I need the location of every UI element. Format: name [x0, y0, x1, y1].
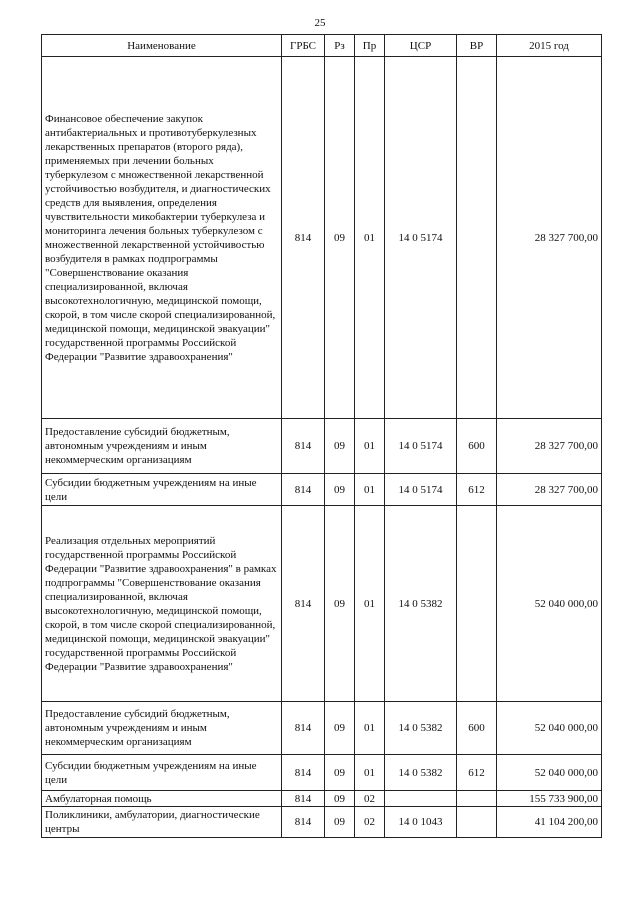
row-amount: 28 327 700,00 — [497, 57, 602, 419]
page-number: 25 — [314, 17, 326, 29]
row-rz: 09 — [325, 506, 355, 702]
column-header-csr: ЦСР — [385, 35, 457, 57]
row-grbs: 814 — [282, 791, 325, 807]
row-rz: 09 — [325, 791, 355, 807]
row-vr — [457, 506, 497, 702]
row-amount: 52 040 000,00 — [497, 702, 602, 755]
column-header-year: 2015 год — [497, 35, 602, 57]
header-row — [42, 35, 602, 57]
row-pr: 01 — [355, 702, 385, 755]
row-rz: 09 — [325, 702, 355, 755]
row-csr: 14 0 5382 — [385, 755, 457, 791]
budget-table — [41, 34, 602, 838]
row-name: Предоставление субсидий бюджетным, автономным учреждениям и иным некоммерческим организациям — [42, 419, 282, 474]
row-pr: 01 — [355, 474, 385, 506]
column-header-grbs: ГРБС — [282, 35, 325, 57]
table-row — [42, 57, 602, 419]
row-grbs: 814 — [282, 474, 325, 506]
row-amount: 52 040 000,00 — [497, 755, 602, 791]
row-amount: 155 733 900,00 — [497, 791, 602, 807]
row-csr: 14 0 1043 — [385, 807, 457, 838]
row-pr: 02 — [355, 807, 385, 838]
row-pr: 01 — [355, 57, 385, 419]
row-vr: 612 — [457, 474, 497, 506]
row-rz: 09 — [325, 755, 355, 791]
row-name: Финансовое обеспечение закупок антибактериальных и противотуберкулезных лекарственных препаратов (второго ряда), применяемых при лечении больных туберкулезом с множественной лекарственной устойчивостью возбудителя, и диагностических средств для выявления, определения чувствительности микобактерии туберкулеза и мониторинга лечения больных туберкулезом с множественной лекарственной устойчивостью возбудителя в рамках подпрограммы "Совершенствование оказания специализированной, включая высокотехнологичную, медицинской помощи, скорой, в том числе скорой специализированной, медицинской помощи, медицинской эвакуации" государственной программы Российской Федерации "Развитие здравоохранения" — [42, 57, 282, 419]
row-csr — [385, 791, 457, 807]
row-amount: 41 104 200,00 — [497, 807, 602, 838]
row-pr: 01 — [355, 506, 385, 702]
row-vr: 612 — [457, 755, 497, 791]
table-row — [42, 506, 602, 702]
row-pr: 02 — [355, 791, 385, 807]
row-vr — [457, 807, 497, 838]
row-grbs: 814 — [282, 702, 325, 755]
row-rz: 09 — [325, 474, 355, 506]
table-row — [42, 755, 602, 791]
row-amount: 52 040 000,00 — [497, 506, 602, 702]
row-name: Предоставление субсидий бюджетным, автономным учреждениям и иным некоммерческим организациям — [42, 702, 282, 755]
table-row — [42, 791, 602, 807]
row-csr: 14 0 5174 — [385, 474, 457, 506]
table-row — [42, 419, 602, 474]
row-csr: 14 0 5174 — [385, 419, 457, 474]
row-name: Поликлиники, амбулатории, диагностические центры — [42, 807, 282, 838]
row-amount: 28 327 700,00 — [497, 419, 602, 474]
row-vr: 600 — [457, 702, 497, 755]
column-header-vr: ВР — [457, 35, 497, 57]
row-vr: 600 — [457, 419, 497, 474]
row-grbs: 814 — [282, 755, 325, 791]
row-grbs: 814 — [282, 57, 325, 419]
row-pr: 01 — [355, 755, 385, 791]
row-grbs: 814 — [282, 419, 325, 474]
row-csr: 14 0 5382 — [385, 702, 457, 755]
row-name: Реализация отдельных мероприятий государственной программы Российской Федерации "Развитие здравоохранения" в рамках подпрограммы "Совершенствование оказания специализированной, включая высокотехнологичную, медицинской помощи, скорой, в том числе скорой специализированной, медицинской помощи, медицинской эвакуации" государственной программы Российской Федерации "Развитие здравоохранения" — [42, 506, 282, 702]
row-csr: 14 0 5382 — [385, 506, 457, 702]
row-name: Субсидии бюджетным учреждениям на иные цели — [42, 755, 282, 791]
row-vr — [457, 57, 497, 419]
row-pr: 01 — [355, 419, 385, 474]
column-header-name: Наименование — [42, 35, 282, 57]
column-header-rz: Рз — [325, 35, 355, 57]
row-amount: 28 327 700,00 — [497, 474, 602, 506]
table-row — [42, 807, 602, 838]
row-grbs: 814 — [282, 506, 325, 702]
row-rz: 09 — [325, 807, 355, 838]
row-csr: 14 0 5174 — [385, 57, 457, 419]
table-row — [42, 474, 602, 506]
row-name: Субсидии бюджетным учреждениям на иные цели — [42, 474, 282, 506]
row-vr — [457, 791, 497, 807]
row-grbs: 814 — [282, 807, 325, 838]
row-name: Амбулаторная помощь — [42, 791, 282, 807]
column-header-pr: Пр — [355, 35, 385, 57]
row-rz: 09 — [325, 57, 355, 419]
table-row — [42, 702, 602, 755]
row-rz: 09 — [325, 419, 355, 474]
